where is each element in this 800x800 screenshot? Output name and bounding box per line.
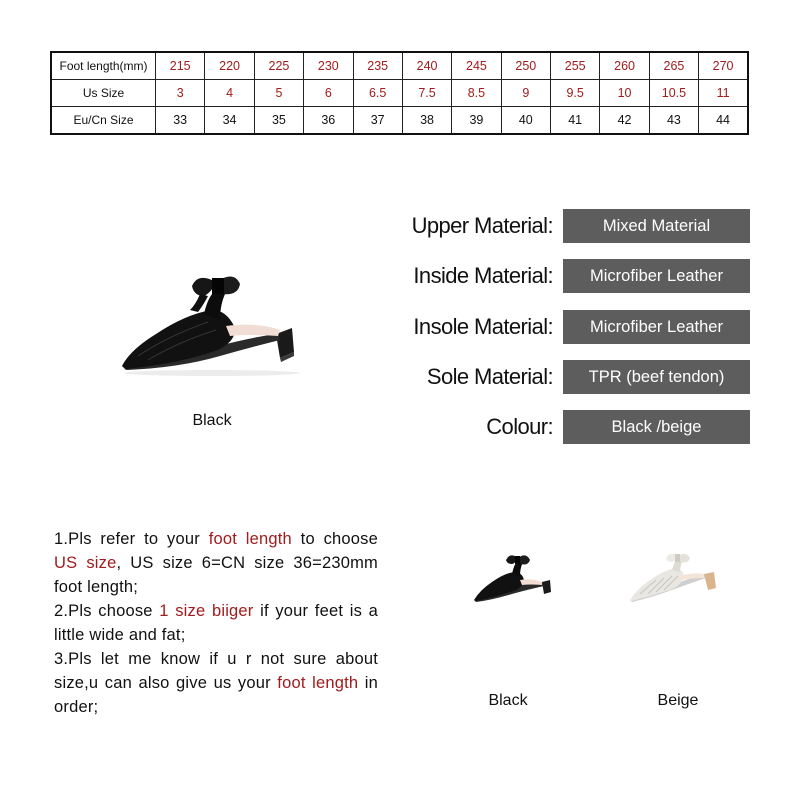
variant-caption-beige: Beige [657,692,699,709]
size-cell: 7.5 [402,80,451,107]
spec-label: Colour: [486,414,553,439]
size-cell: 34 [205,107,254,135]
row-header: Us Size [51,80,156,107]
size-cell: 260 [600,52,649,80]
size-cell: 270 [699,52,748,80]
size-cell: 39 [452,107,501,135]
size-cell: 43 [649,107,698,135]
spec-row-sole-material [330,360,750,394]
sizing-notes [54,527,378,719]
product-image-black [108,270,316,380]
spec-value: Black /beige [563,410,750,444]
spec-row-insole-material [330,310,750,344]
size-row-us [51,80,748,107]
size-cell: 6 [304,80,353,107]
note-2: 2.Pls choose 1 size biiger if your feet is a little wide and fat; [54,602,378,644]
size-cell: 9.5 [551,80,600,107]
product-caption-black: Black [192,412,232,429]
row-header: Foot length(mm) [51,52,156,80]
size-cell: 215 [156,52,205,80]
size-cell: 265 [649,52,698,80]
spec-label: Sole Material: [426,364,553,389]
size-cell: 35 [254,107,303,135]
variant-caption-black: Black [488,692,528,709]
size-cell: 10.5 [649,80,698,107]
spec-row-upper-material [330,209,750,243]
size-cell: 225 [254,52,303,80]
size-cell: 42 [600,107,649,135]
size-cell: 41 [551,107,600,135]
size-cell: 240 [402,52,451,80]
size-cell: 9 [501,80,550,107]
size-row-eu-cn [51,107,748,135]
note-3: 3.Pls let me know if u r not sure about size,u can also give us your foot length in order; [54,650,378,716]
size-cell: 44 [699,107,748,135]
size-cell: 38 [402,107,451,135]
size-cell: 40 [501,107,550,135]
spec-label: Upper Material: [411,213,553,238]
size-cell: 3 [156,80,205,107]
variant-image-black [470,552,560,604]
size-cell: 245 [452,52,501,80]
size-cell: 36 [304,107,353,135]
size-cell: 8.5 [452,80,501,107]
size-cell: 235 [353,52,402,80]
size-cell: 37 [353,107,402,135]
size-cell: 11 [699,80,748,107]
spec-value: Mixed Material [563,209,750,243]
size-cell: 10 [600,80,649,107]
size-chart-table [50,51,749,135]
size-cell: 33 [156,107,205,135]
spec-label: Inside Material: [413,263,553,288]
size-cell: 4 [205,80,254,107]
size-cell: 230 [304,52,353,80]
size-cell: 255 [551,52,600,80]
spec-value: Microfiber Leather [563,310,750,344]
size-cell: 6.5 [353,80,402,107]
size-row-foot-length [51,52,748,80]
spec-row-colour [330,410,750,444]
size-cell: 250 [501,52,550,80]
spec-value: TPR (beef tendon) [563,360,750,394]
note-1: 1.Pls refer to your foot length to choose US size, US size 6=CN size 36=230mm foot length; [54,530,378,596]
size-cell: 220 [205,52,254,80]
spec-row-inside-material [330,259,750,293]
variant-image-beige [626,552,722,604]
row-header: Eu/Cn Size [51,107,156,135]
spec-label: Insole Material: [413,314,553,339]
spec-value: Microfiber Leather [563,259,750,293]
size-cell: 5 [254,80,303,107]
